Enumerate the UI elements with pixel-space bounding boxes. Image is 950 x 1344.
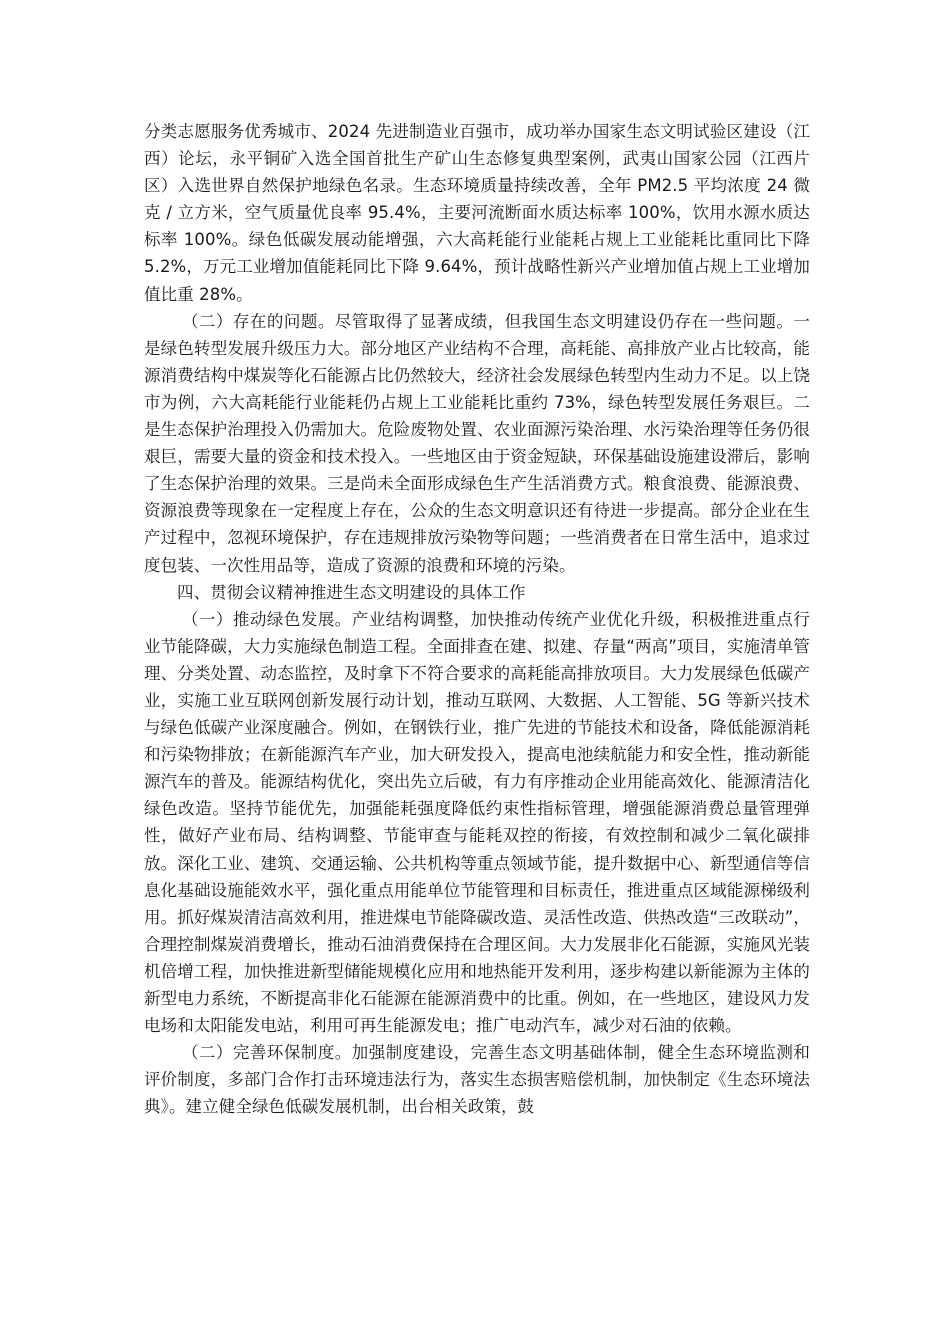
document-page: [144, 118, 810, 1120]
paragraph-continuation: 分类志愿服务优秀城市、2024 先进制造业百强市，成功举办国家生态文明试验区建设（江西）论坛，永平铜矿入选全国首批生产矿山生态修复典型案例，武夷山国家公园（江西片区）入选世界自然保护地绿色名录。生态环境质量持续改善，全年 PM2.5 平均浓度 24 微克 / 立方米，空气质量优良率 95.4%，主要河流断面水质达标率 100%，饮用水源水质达标率 100%。绿色低碳发展动能增强，六大高耗能行业能耗占规上工业能耗比重同比下降 5.2%，万元工业增加值能耗同比下降 9.64%，预计战略性新兴产业增加值占规上工业增加值比重 28%。: [144, 122, 810, 304]
paragraph-green-development: （一）推动绿色发展。产业结构调整，加快推动传统产业优化升级，积极推进重点行业节能降碳，大力实施绿色制造工程。全面排查在建、拟建、存量“两高”项目，实施清单管理、分类处置、动态监控，及时拿下不符合要求的高耗能高排放项目。大力发展绿色低碳产业，实施工业互联网创新发展行动计划，推动互联网、大数据、人工智能、5G 等新兴技术与绿色低碳产业深度融合。例如，在钢铁行业，推广先进的节能技术和设备，降低能源消耗和污染物排放；在新能源汽车产业，加大研发投入，提高电池续航能力和安全性，推动新能源汽车的普及。能源结构优化，突出先立后破，有力有序推动企业用能高效化、能源清洁化绿色改造。坚持节能优先，加强能耗强度降低约束性指标管理，增强能源消费总量管理弹性，做好产业布局、结构调整、节能审查与能耗双控的衔接，有效控制和减少二氧化碳排放。深化工业、建筑、交通运输、公共机构等重点领域节能，提升数据中心、新型通信等信息化基础设施能效水平，强化重点用能单位节能管理和目标责任，推进重点区域能源梯级利用。抓好煤炭清洁高效利用，推进煤电节能降碳改造、灵活性改造、供热改造“三改联动”，合理控制煤炭消费增长，推动石油消费保持在合理区间。大力发展非化石能源，实施风光装机倍增工程，加快推进新型储能规模化应用和地热能开发利用，逐步构建以新能源为主体的新型电力系统，不断提高非化石能源在能源消费中的比重。例如，在一些地区，建设风力发电场和太阳能发电站，利用可再生能源发电；推广电动汽车，减少对石油的依赖。: [144, 609, 810, 1036]
section-heading: 四、贯彻会议精神推进生态文明建设的具体工作: [177, 582, 526, 602]
paragraph-environmental-system: （二）完善环保制度。加强制度建设，完善生态文明基础体制，健全生态环境监测和评价制度，多部门合作打击环境违法行为，落实生态损害赔偿机制，加快制定《生态环境法典》。建立健全绿色低碳发展机制，出台相关政策，鼓: [144, 1043, 810, 1117]
paragraph-existing-problems: （二）存在的问题。尽管取得了显著成绩，但我国生态文明建设仍存在一些问题。一是绿色转型发展升级压力大。部分地区产业结构不合理，高耗能、高排放产业占比较高，能源消费结构中煤炭等化石能源占比仍然较大，经济社会发展绿色转型内生动力不足。以上饶市为例，六大高耗能行业能耗仍占规上工业能耗比重约 73%，绿色转型发展任务艰巨。二是生态保护治理投入仍需加大。危险废物处置、农业面源污染治理、水污染治理等任务仍很艰巨，需要大量的资金和技术投入。一些地区由于资金短缺，环保基础设施建设滞后，影响了生态保护治理的效果。三是尚未全面形成绿色生产生活消费方式。粮食浪费、能源浪费、资源浪费等现象在一定程度上存在，公众的生态文明意识还有待进一步提高。部分企业在生产过程中，忽视环境保护，存在违规排放污染物等问题；一些消费者在日常生活中，追求过度包装、一次性用品等，造成了资源的浪费和环境的污染。: [144, 311, 810, 575]
